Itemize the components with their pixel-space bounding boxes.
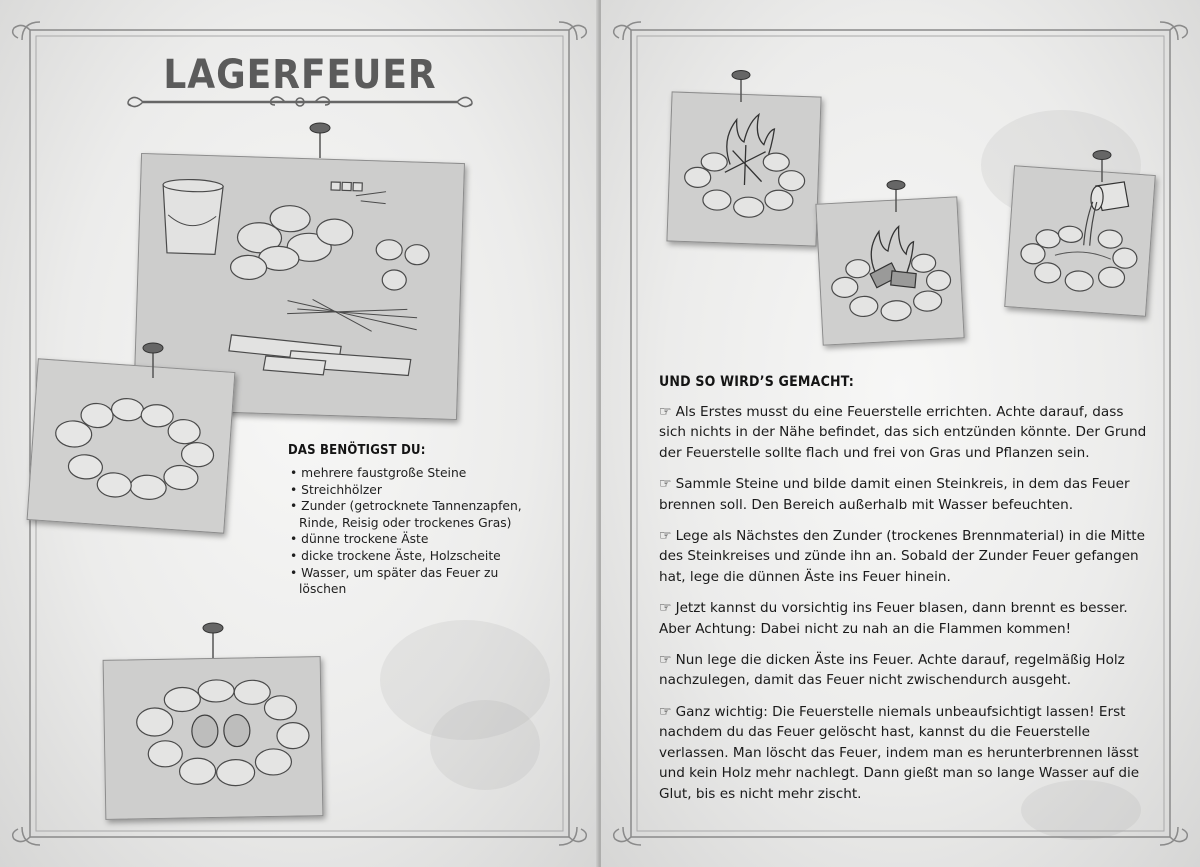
pin-icon	[307, 120, 333, 160]
tinder-photo	[103, 656, 324, 820]
instruction-step	[659, 474, 1149, 515]
needs-list	[288, 465, 548, 598]
step-text: Sammle Steine und bilde damit einen Steinkreis, in dem das Feuer brennen soll. Den Bereich außerhalb mit Wasser befeuchten.	[659, 476, 1130, 513]
step-text: Lege als Nächstes den Zunder (trockenes Brennmaterial) in die Mitte des Steinkreises und zünde ihn an. Sobald der Zunder Feuer gefangen hat, lege die dünnen Äste ins Feuer hinein.	[659, 528, 1145, 585]
pointing-hand-icon: ☞	[659, 600, 672, 617]
instruction-step	[659, 702, 1149, 804]
pointing-hand-icon: ☞	[659, 528, 672, 545]
instructions-heading: UND SO WIRD’S GEMACHT:	[659, 374, 855, 390]
pin-icon	[883, 178, 909, 214]
stone-ring-photo	[27, 358, 236, 533]
step-text: Jetzt kannst du vorsichtig ins Feuer blasen, dann brennt es besser. Aber Achtung: Dabei nicht zu nah an die Flammen kommen!	[659, 600, 1128, 637]
instructions-list	[659, 402, 1149, 815]
pin-icon	[728, 68, 754, 104]
list-item: • mehrere faustgroße Steine	[288, 465, 548, 482]
pin-icon	[1089, 148, 1115, 184]
pin-icon	[200, 620, 226, 660]
page-title: LAGERFEUER	[163, 52, 437, 98]
instruction-step	[659, 598, 1149, 639]
instruction-step	[659, 402, 1149, 463]
instruction-step	[659, 650, 1149, 691]
pointing-hand-icon: ☞	[659, 476, 672, 493]
pointing-hand-icon: ☞	[659, 652, 672, 669]
step-text: Ganz wichtig: Die Feuerstelle niemals unbeaufsichtigt lassen! Erst nachdem du das Feuer gelöscht hast, kannst du die Feuerstelle verlassen. Man löscht das Feuer, indem man es herunterbrennen lässt und kein Holz mehr nachlegt. Dann gießt man so lange Wasser auf die Glut, bis es nicht mehr zischt.	[659, 703, 1140, 802]
list-item: • dicke trockene Äste, Holzscheite	[288, 548, 548, 565]
list-item: • Streichhölzer	[288, 482, 548, 499]
left-page	[0, 0, 599, 867]
pin-icon	[140, 340, 166, 380]
list-item: • Zunder (getrocknete Tannenzapfen, Rinde, Reisig oder trockenes Gras)	[288, 498, 548, 531]
pointing-hand-icon: ☞	[659, 404, 672, 420]
instruction-step	[659, 526, 1149, 587]
list-item: • dünne trockene Äste	[288, 531, 548, 548]
needs-heading: DAS BENÖTIGST DU:	[288, 443, 426, 458]
step-text: Als Erstes musst du eine Feuerstelle errichten. Achte darauf, dass sich nichts in der Nähe befindet, das sich entzünden könnte. Der Grund der Feuerstelle sollte flach und frei von Gras und Pflanzen sein.	[659, 404, 1147, 461]
adding-logs-photo	[815, 196, 964, 345]
extinguishing-photo	[1004, 165, 1156, 317]
step-text: Nun lege die dicken Äste ins Feuer. Achte darauf, regelmäßig Holz nachzulegen, damit das Feuer nicht zwischendurch ausgeht.	[659, 652, 1125, 689]
list-item: • Wasser, um später das Feuer zu löschen	[288, 565, 548, 598]
burning-fire-photo	[666, 91, 821, 246]
pointing-hand-icon: ☞	[659, 703, 672, 720]
title-divider-ornament	[125, 92, 475, 112]
